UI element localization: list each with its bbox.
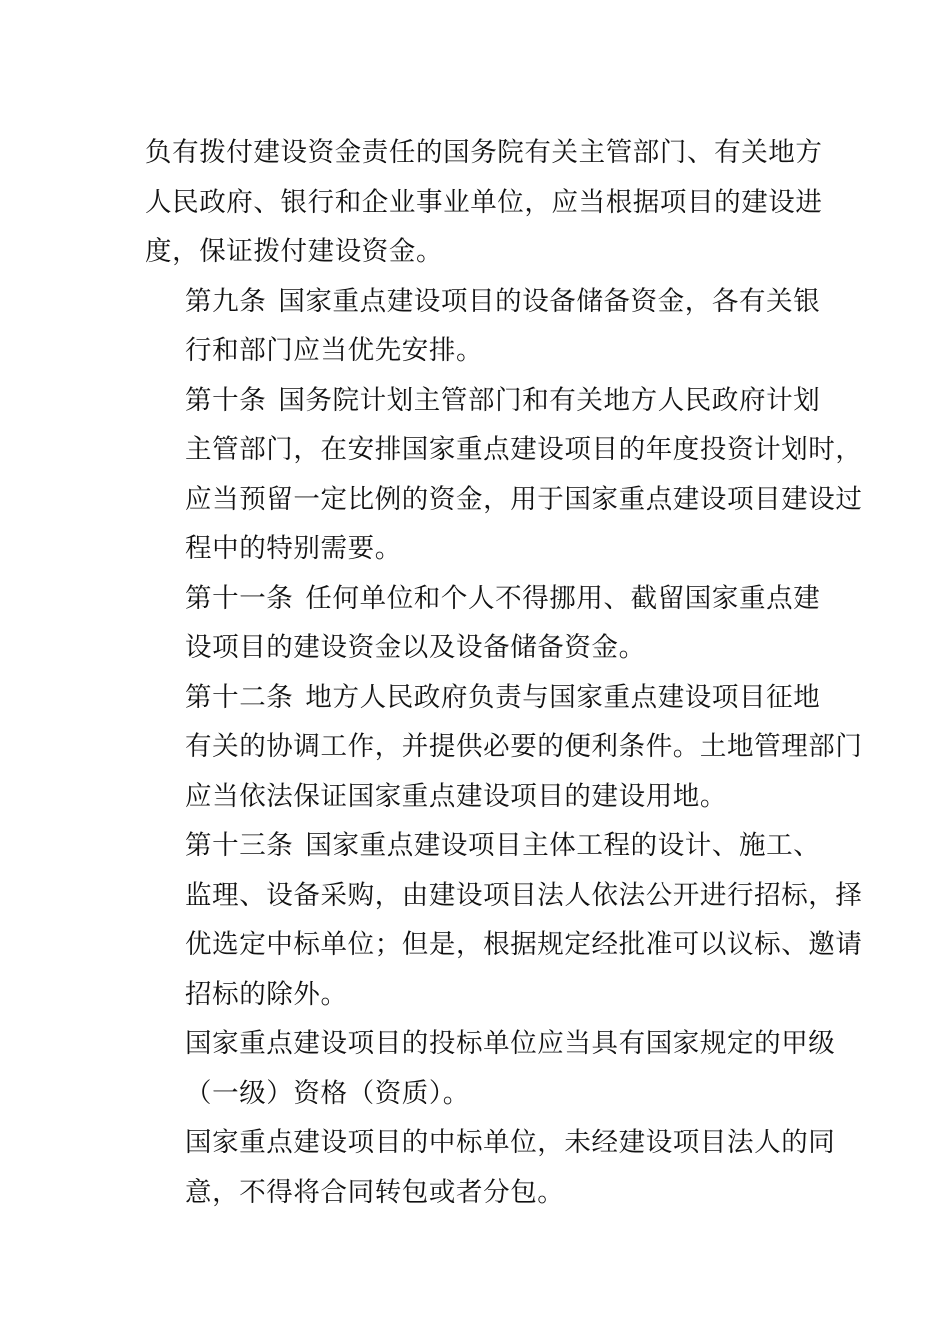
- text-line: 行和部门应当优先安排。: [185, 335, 484, 366]
- text-line: [145, 574, 821, 624]
- article-9: [145, 277, 821, 376]
- article-12: [145, 673, 863, 822]
- text-line: （一级）资格（资质）。: [185, 1077, 470, 1109]
- article-text: 国家重点建设项目的设备储备资金，各有关银: [278, 285, 821, 317]
- paragraph-subcontract-rule: [145, 1118, 836, 1217]
- text-line: 负有拨付建设资金责任的国务院有关主管部门、有关地方: [145, 137, 823, 168]
- text-line: 设项目的建设资金以及设备储备资金。: [185, 632, 646, 663]
- article-text: 地方人民政府负责与国家重点建设项目征地: [305, 681, 821, 713]
- article-text: 任何单位和个人不得挪用、截留国家重点建: [305, 582, 821, 614]
- article-text: 国务院计划主管部门和有关地方人民政府计划: [278, 384, 821, 416]
- text-line: [145, 376, 821, 426]
- paragraph-bidder-qualification: [145, 1019, 836, 1118]
- text-line: 主管部门，在安排国家重点建设项目的年度投资计划时，: [185, 434, 863, 465]
- text-line: 度，保证拨付建设资金。: [145, 236, 444, 267]
- text-line: 监理、设备采购，由建设项目法人依法公开进行招标，择: [185, 879, 863, 911]
- text-line: 有关的协调工作，并提供必要的便利条件。土地管理部门: [185, 731, 863, 762]
- paragraph-funding-continuation: [145, 128, 823, 277]
- article-number: 第十二条: [185, 681, 294, 713]
- article-number: 第十一条: [185, 582, 294, 614]
- text-line: [145, 673, 821, 723]
- text-line: 招标的除外。: [185, 978, 348, 1010]
- article-11: [145, 574, 821, 673]
- text-line: 应当预留一定比例的资金，用于国家重点建设项目建设过: [185, 483, 863, 515]
- article-13: [145, 821, 863, 1019]
- article-text: 国家重点建设项目主体工程的设计、施工、: [305, 830, 821, 861]
- text-line: [145, 277, 821, 327]
- article-number: 第十三条: [185, 830, 294, 861]
- document-body: [145, 128, 863, 1217]
- text-line: 意，不得将合同转包或者分包。: [185, 1176, 565, 1208]
- text-line: 人民政府、银行和企业事业单位，应当根据项目的建设进: [145, 186, 823, 218]
- article-10: [145, 376, 863, 574]
- article-number: 第十条: [185, 384, 267, 416]
- text-line: 程中的特别需要。: [185, 533, 402, 564]
- text-line: 应当依法保证国家重点建设项目的建设用地。: [185, 780, 727, 812]
- text-line: 国家重点建设项目的投标单位应当具有国家规定的甲级: [185, 1028, 836, 1059]
- article-number: 第九条: [185, 285, 267, 317]
- text-line: 国家重点建设项目的中标单位，未经建设项目法人的同: [185, 1127, 836, 1158]
- text-line: [145, 821, 821, 871]
- text-line: 优选定中标单位；但是，根据规定经批准可以议标、邀请: [185, 929, 863, 960]
